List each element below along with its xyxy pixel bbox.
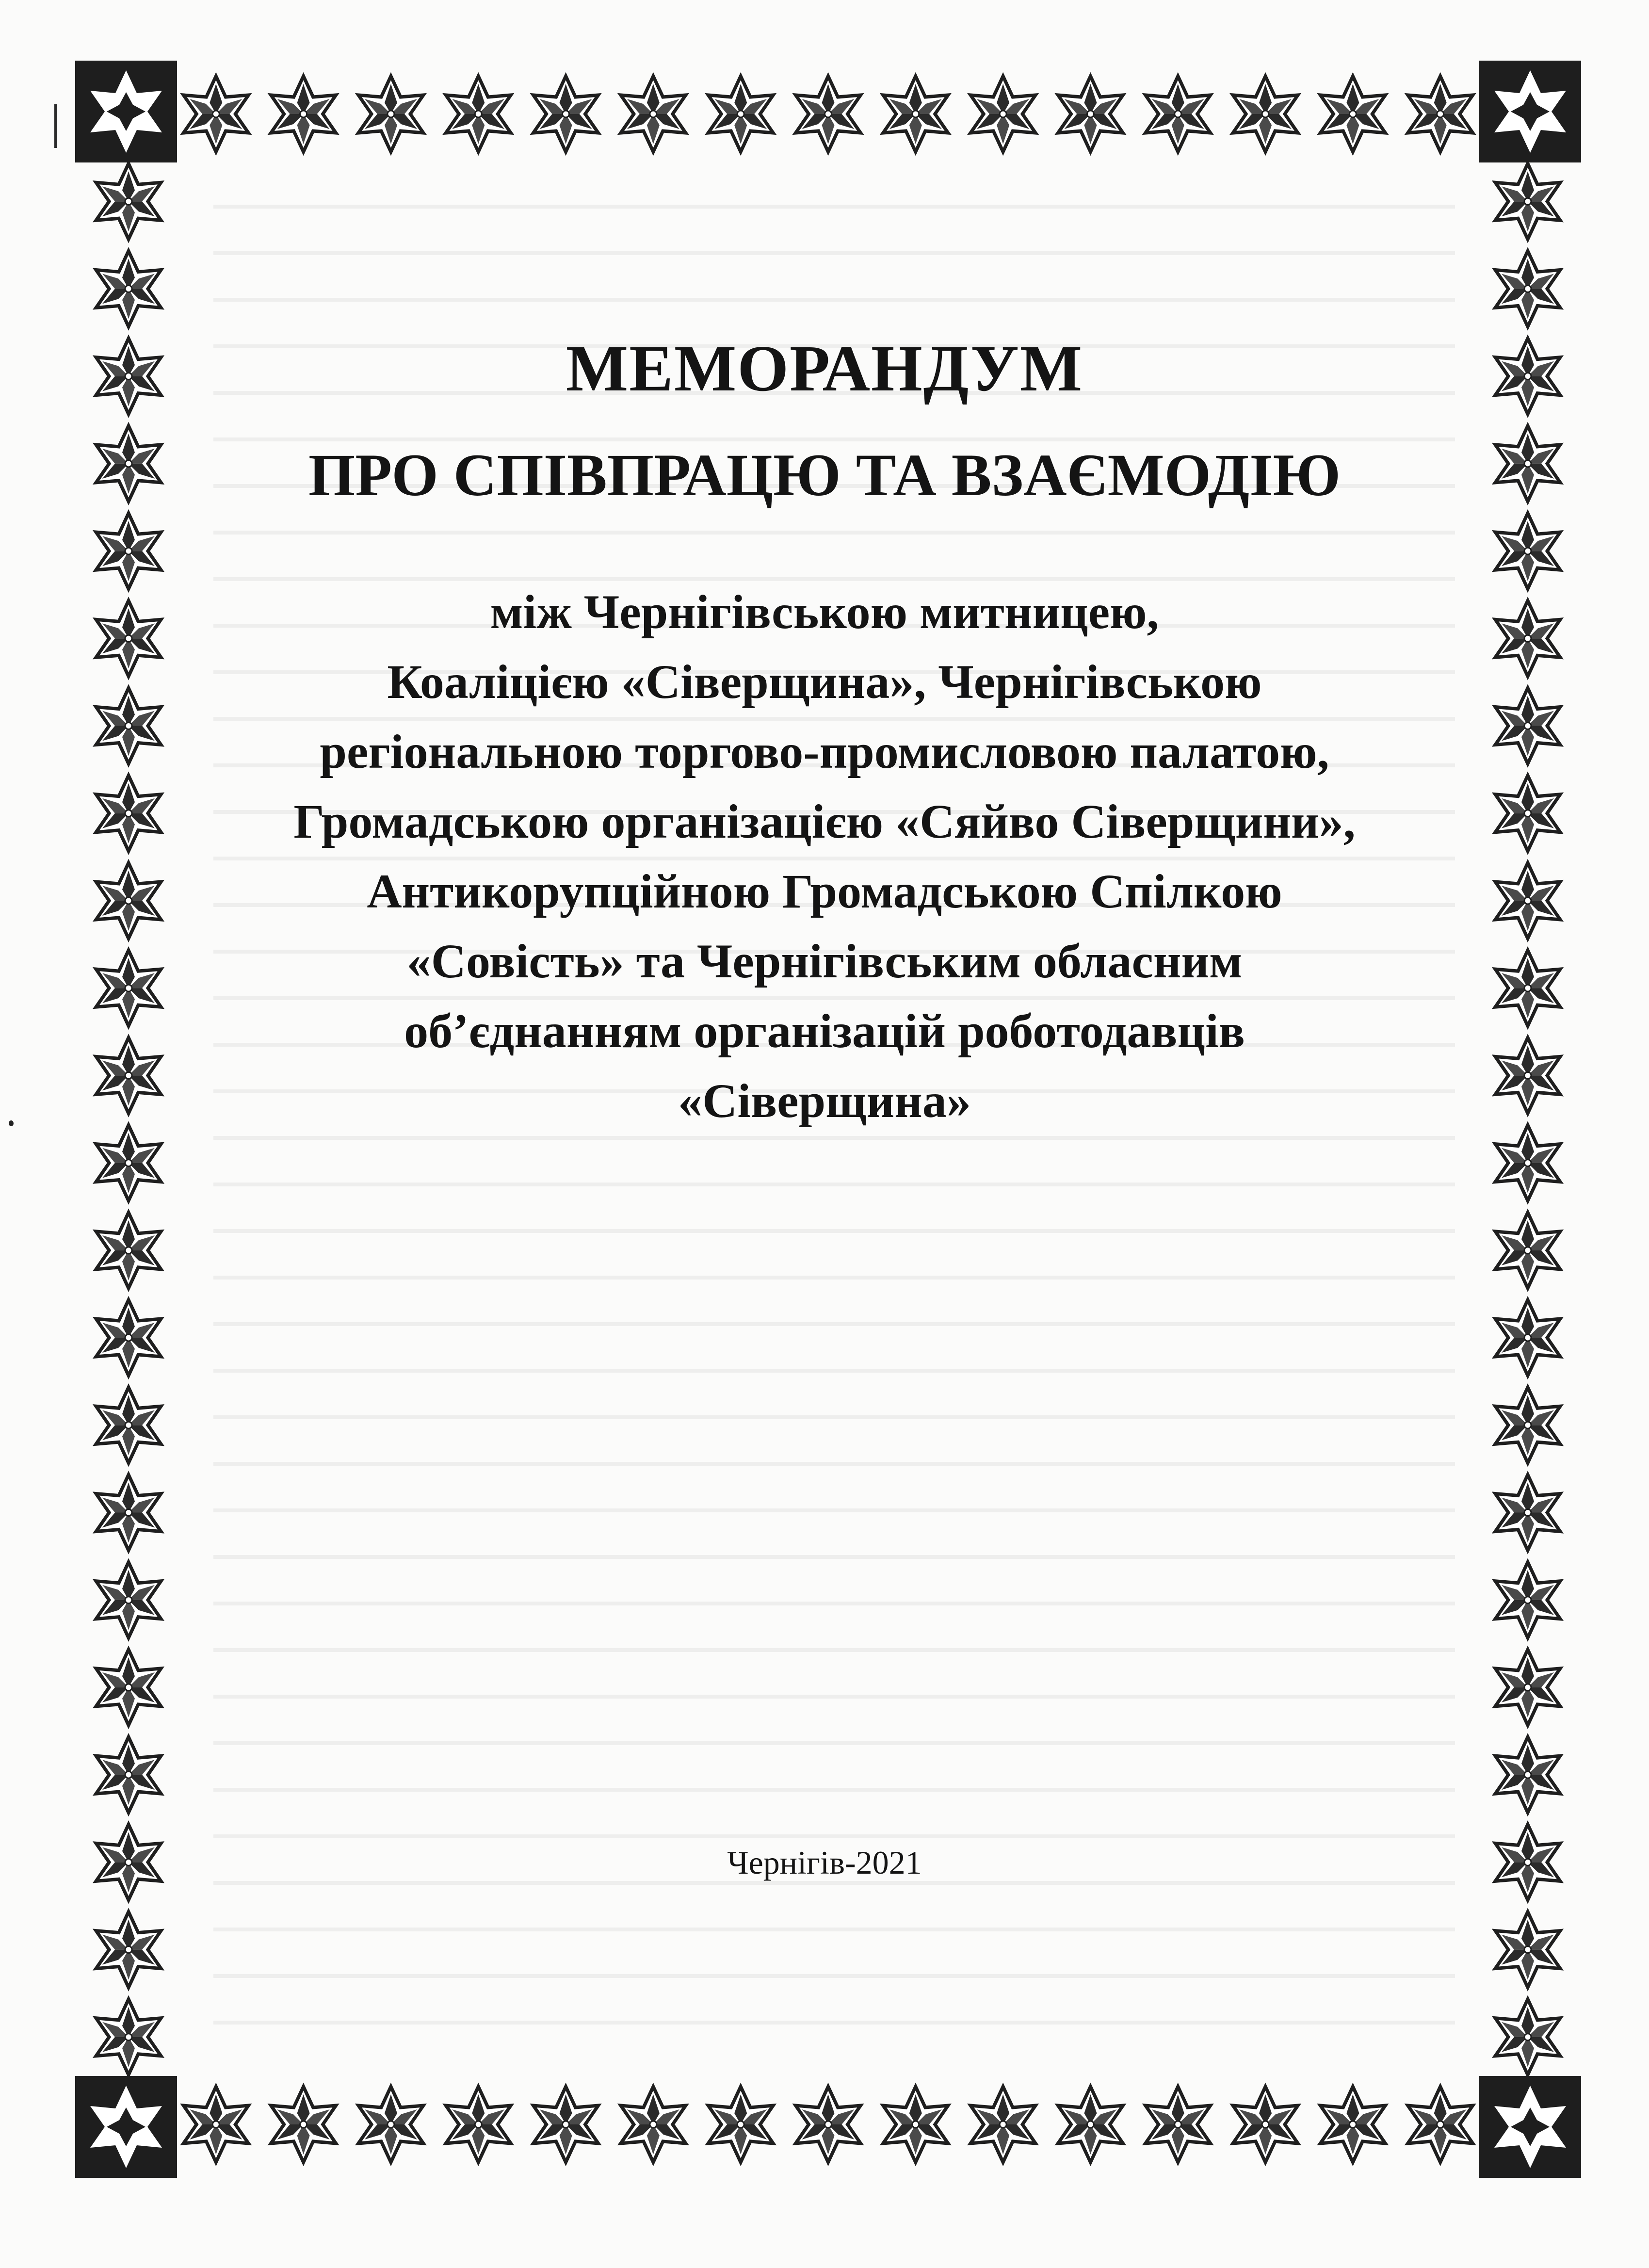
six-pointed-star-icon [1058, 76, 1123, 152]
six-pointed-star-icon [96, 1387, 161, 1463]
six-pointed-star-icon [1495, 426, 1560, 502]
six-pointed-star-icon [1495, 1562, 1560, 1638]
six-pointed-star-icon [1495, 1300, 1560, 1376]
six-pointed-star-icon [96, 1300, 161, 1376]
six-pointed-star-icon [446, 2087, 511, 2162]
six-pointed-star-icon [1146, 2087, 1211, 2162]
six-pointed-star-icon [1495, 776, 1560, 851]
six-pointed-star-icon [96, 1562, 161, 1638]
six-pointed-star-icon [883, 2087, 948, 2162]
six-pointed-star-icon [271, 76, 336, 152]
star-corner-block-icon [1479, 2076, 1581, 2178]
six-pointed-star-icon [970, 2087, 1035, 2162]
parties-block [146, 577, 1504, 1136]
six-pointed-star-icon [1058, 2087, 1123, 2162]
parties-line: «Сіверщина» [678, 1074, 971, 1128]
six-pointed-star-icon [1495, 1824, 1560, 1900]
six-pointed-star-icon [534, 2087, 598, 2162]
six-pointed-star-icon [1495, 513, 1560, 589]
parties-line: об’єднанням організацій роботодавців [404, 1004, 1245, 1058]
left-margin-line [54, 104, 57, 148]
six-pointed-star-icon [1495, 163, 1560, 239]
six-pointed-star-icon [883, 76, 948, 152]
six-pointed-star-icon [708, 76, 773, 152]
six-pointed-star-icon [1495, 251, 1560, 326]
six-pointed-star-icon [358, 76, 423, 152]
six-pointed-star-icon [1495, 1037, 1560, 1113]
six-pointed-star-icon [1146, 76, 1211, 152]
six-pointed-star-icon [271, 2087, 336, 2162]
six-pointed-star-icon [1495, 1125, 1560, 1201]
six-pointed-star-icon [1495, 1912, 1560, 1988]
star-corner-block-icon [75, 61, 177, 162]
six-pointed-star-icon [183, 76, 248, 152]
six-pointed-star-icon [96, 1912, 161, 1988]
six-pointed-star-icon [446, 76, 511, 152]
six-pointed-star-icon [1320, 2087, 1385, 2162]
six-pointed-star-icon [796, 2087, 861, 2162]
parties-line: Громадською організацією «Сяйво Сіверщини», [293, 794, 1356, 848]
scan-speck [9, 1120, 14, 1126]
six-pointed-star-icon [1495, 1737, 1560, 1813]
six-pointed-star-icon [621, 76, 686, 152]
six-pointed-star-icon [96, 1650, 161, 1725]
six-pointed-star-icon [96, 1213, 161, 1288]
six-pointed-star-icon [1495, 1213, 1560, 1288]
six-pointed-star-icon [96, 426, 161, 502]
parties-line: між Чернігівською митницею, [490, 585, 1159, 639]
six-pointed-star-icon [1495, 1387, 1560, 1463]
parties-line: «Совість» та Чернігівським обласним [406, 934, 1243, 988]
six-pointed-star-icon [1495, 339, 1560, 414]
six-pointed-star-icon [96, 1824, 161, 1900]
six-pointed-star-icon [358, 2087, 423, 2162]
six-pointed-star-icon [96, 1474, 161, 1550]
six-pointed-star-icon [96, 1999, 161, 2075]
document-subtitle: ПРО СПІВПРАЦЮ ТА ВЗАЄМОДІЮ [308, 442, 1341, 508]
place-and-year: Чернігів-2021 [727, 1844, 922, 1881]
six-pointed-star-icon [96, 251, 161, 326]
six-pointed-star-icon [96, 1737, 161, 1813]
six-pointed-star-icon [1495, 600, 1560, 676]
six-pointed-star-icon [796, 76, 861, 152]
six-pointed-star-icon [1233, 76, 1298, 152]
six-pointed-star-icon [1495, 863, 1560, 939]
star-corner-block-icon [1479, 61, 1581, 162]
parties-line: Антикорупційною Громадською Спілкою [367, 864, 1282, 918]
six-pointed-star-icon [1320, 76, 1385, 152]
six-pointed-star-icon [96, 1125, 161, 1201]
six-pointed-star-icon [1233, 2087, 1298, 2162]
six-pointed-star-icon [1495, 1999, 1560, 2075]
six-pointed-star-icon [534, 76, 598, 152]
parties-line: регіональною торгово-промисловою палатою, [320, 725, 1329, 778]
six-pointed-star-icon [1408, 2087, 1473, 2162]
parties-line: Коаліцією «Сіверщина», Чернігівською [387, 655, 1262, 709]
six-pointed-star-icon [708, 2087, 773, 2162]
six-pointed-star-icon [96, 163, 161, 239]
six-pointed-star-icon [183, 2087, 248, 2162]
six-pointed-star-icon [970, 76, 1035, 152]
document-title: МЕМОРАНДУМ [566, 332, 1083, 405]
six-pointed-star-icon [1495, 950, 1560, 1026]
six-pointed-star-icon [1408, 76, 1473, 152]
star-corner-block-icon [75, 2076, 177, 2178]
six-pointed-star-icon [96, 339, 161, 414]
six-pointed-star-icon [1495, 1474, 1560, 1550]
six-pointed-star-icon [1495, 688, 1560, 764]
six-pointed-star-icon [1495, 1650, 1560, 1725]
six-pointed-star-icon [621, 2087, 686, 2162]
